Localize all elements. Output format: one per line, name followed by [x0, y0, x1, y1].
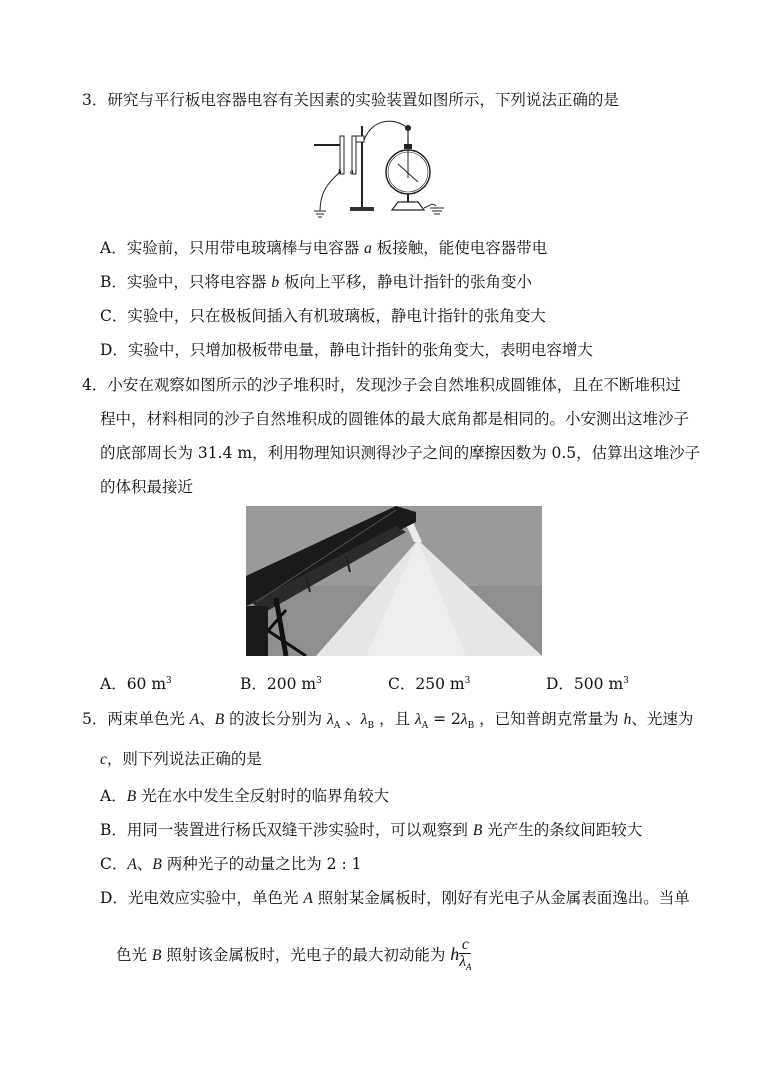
q5-stem-line2: c，则下列说法正确的是 [100, 750, 262, 768]
q4-option-c: C．250 $m^3$ [388, 675, 471, 693]
q5-option-a: A．B 光在水中发生全反射时的临界角较大 [100, 787, 390, 805]
q3-stem: 3．研究与平行板电容器电容有关因素的实验装置如图所示，下列说法正确的是 [82, 91, 619, 109]
q5-option-b: B．用同一装置进行杨氏双缝干涉实验时，可以观察到 B 光产生的条纹间距较大 [100, 821, 643, 839]
q4-option-a: A．60 $m^3$ [100, 675, 172, 693]
energy-fraction: $\frac{c}{\lambda_A}$ [459, 935, 472, 973]
q5-option-c: C．A、B 两种光子的动量之比为 2 : 1 [100, 855, 362, 873]
plate-a-label: a [350, 168, 354, 176]
q3-option-a: A．实验前，只用带电玻璃棒与电容器 a 板接触，能使电容器带电 [100, 239, 548, 257]
q4-stem-line1: 4．小安在观察如图所示的沙子堆积时，发现沙子会自然堆积成圆锥体，且在不断堆积过 [82, 376, 681, 394]
q4-stem-line2: 程中，材料相同的沙子自然堆积成的圆锥体的最大底角都是相同的。小安测出这堆沙子 [100, 410, 690, 428]
q4-option-b: B．200 $m^3$ [240, 675, 322, 693]
capacitor-electroscope-figure [312, 118, 450, 218]
q3-option-c: C．实验中，只在极板间插入有机玻璃板，静电计指针的张角变大 [100, 307, 546, 325]
sand-pile-photo [246, 506, 542, 656]
q4-stem-line4: 的体积最接近 [100, 478, 194, 496]
q4-stem-line3: 的底部周长为 31.4 m，利用物理知识测得沙子之间的摩擦因数为 0.5，估算出这堆沙子 [100, 444, 701, 462]
q4-option-d: D．500 $m^3$ [546, 675, 629, 693]
q3-option-b: B．实验中，只将电容器 b 板向上平移，静电计指针的张角变小 [100, 273, 533, 291]
plate-b-label: b [338, 168, 342, 176]
q5-option-d-line2: 色光 B 照射该金属板时，光电子的最大初动能为 h $\frac{c}{\lambda_A}$ [116, 936, 471, 975]
q3-option-d: D．实验中，只增加极板带电量，静电计指针的张角变大，表明电容增大 [100, 341, 593, 359]
q5-option-d-line1: D．光电效应实验中，单色光 A 照射某金属板时，刚好有光电子从金属表面逸出。当单 [100, 889, 690, 907]
q5-stem-line1: 5．两束单色光 A、B 的波长分别为 $\lambda_A$ 、$\lambda_B$ ，且 $\lambda_A = 2\lambda_B$ ，已知普朗克常量为 h、光速为 [82, 710, 694, 732]
